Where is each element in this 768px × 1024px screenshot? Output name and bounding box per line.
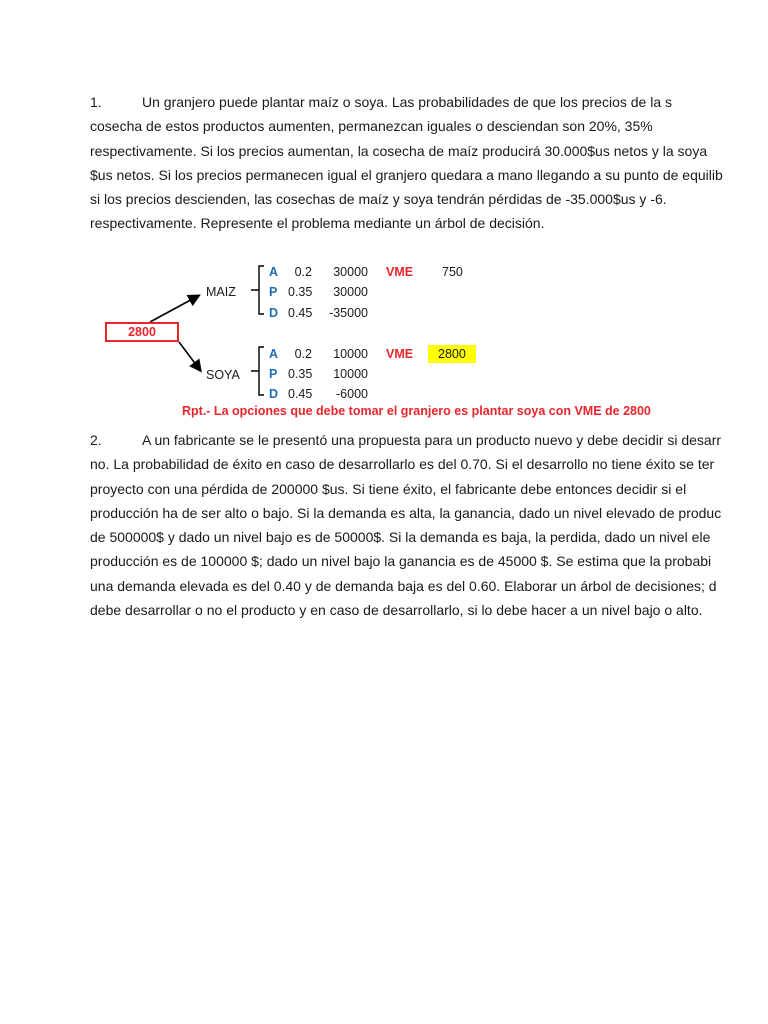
paragraph-line: 1. Un granjero puede plantar maíz o soya. Las probabilidades de que los precios de la s	[90, 90, 768, 114]
paragraph-line: respectivamente. Represente el problema mediante un árbol de decisión.	[90, 215, 545, 232]
probability-value: 0.2	[294, 347, 312, 361]
payoff-value: -6000	[336, 387, 368, 401]
paragraph-line: una demanda elevada es del 0.40 y de demanda baja es del 0.60. Elaborar un árbol de decisiones; d	[90, 577, 717, 594]
root-decision-node: 2800	[105, 322, 179, 342]
branch-label-soya: SOYA	[206, 368, 240, 382]
paragraph-line: proyecto con una pérdida de 200000 $us. Si tiene éxito, el fabricante debe entonces decidir si el	[90, 480, 687, 497]
probability-value: 0.35	[288, 285, 313, 299]
vme-label: VME	[386, 265, 414, 279]
payoff-value: 10000	[333, 347, 368, 361]
paragraph-line: $us netos. Si los precios permanecen igual el granjero quedara a mano llegando a su punto de equilib	[90, 166, 723, 183]
answer-text: Rpt.- La opciones que debe tomar el granjero es plantar soya con VME de 2800	[182, 404, 651, 418]
branch-label-maiz: MAIZ	[206, 285, 236, 299]
payoff-value: -35000	[329, 306, 368, 320]
paragraph-line: no. La probabilidad de éxito en caso de desarrollarlo es del 0.70. Si el desarrollo no tiene éxito se ter	[90, 456, 715, 473]
problem-2-paragraph	[90, 428, 768, 622]
outcome-code: D	[269, 306, 279, 320]
payoff-value: 30000	[333, 285, 368, 299]
vme-label: VME	[386, 347, 414, 361]
paragraph-line: producción ha de ser alto o bajo. Si la demanda es alta, la ganancia, dado un nivel elevado de produc	[90, 504, 722, 521]
branch-arrow-maiz	[150, 296, 198, 322]
probability-value: 0.45	[288, 306, 313, 320]
vme-value-maiz: 750	[442, 265, 463, 279]
branch-arrow-soya	[179, 342, 200, 370]
paragraph-line: de 500000$ y dado un nivel bajo es de 50000$. Si la demanda es baja, la perdida, dado un nivel ele	[90, 529, 711, 546]
paragraph-line: 2. A un fabricante se le presentó una propuesta para un producto nuevo y debe decidir si desarr	[90, 428, 768, 452]
paragraph-line: debe desarrollar o no el producto y en caso de desarrollarlo, si lo debe hacer a un nivel bajo o alto.	[90, 602, 703, 619]
outcome-code: D	[269, 387, 279, 401]
problem-number: 1.	[90, 94, 102, 110]
outcome-code: A	[269, 265, 279, 279]
payoff-value: 30000	[333, 265, 368, 279]
decision-tree-lines	[0, 0, 768, 430]
probability-value: 0.35	[288, 367, 313, 381]
paragraph-line: producción es de 100000 $; dado un nivel bajo la ganancia es de 45000 $. Se estima que la probabi	[90, 553, 712, 570]
vme-value-soya: 2800	[438, 347, 466, 361]
bracket-soya	[251, 347, 264, 395]
paragraph-line: si los precios descienden, las cosechas de maíz y soya tendrán pérdidas de -35.000$us y -6.	[90, 191, 667, 208]
paragraph-line: respectivamente. Si los precios aumentan, la cosecha de maíz producirá 30.000$us netos y la soya	[90, 142, 708, 159]
probability-value: 0.2	[294, 265, 312, 279]
paragraph-line: cosecha de estos productos aumenten, permanezcan iguales o desciendan son 20%, 35%	[90, 118, 653, 135]
outcome-code: A	[269, 347, 279, 361]
probability-value: 0.45	[288, 387, 313, 401]
outcome-code: P	[269, 367, 278, 381]
problem-number: 2.	[90, 432, 102, 448]
outcome-code: P	[269, 285, 278, 299]
payoff-value: 10000	[333, 367, 368, 381]
bracket-maiz	[251, 266, 264, 314]
